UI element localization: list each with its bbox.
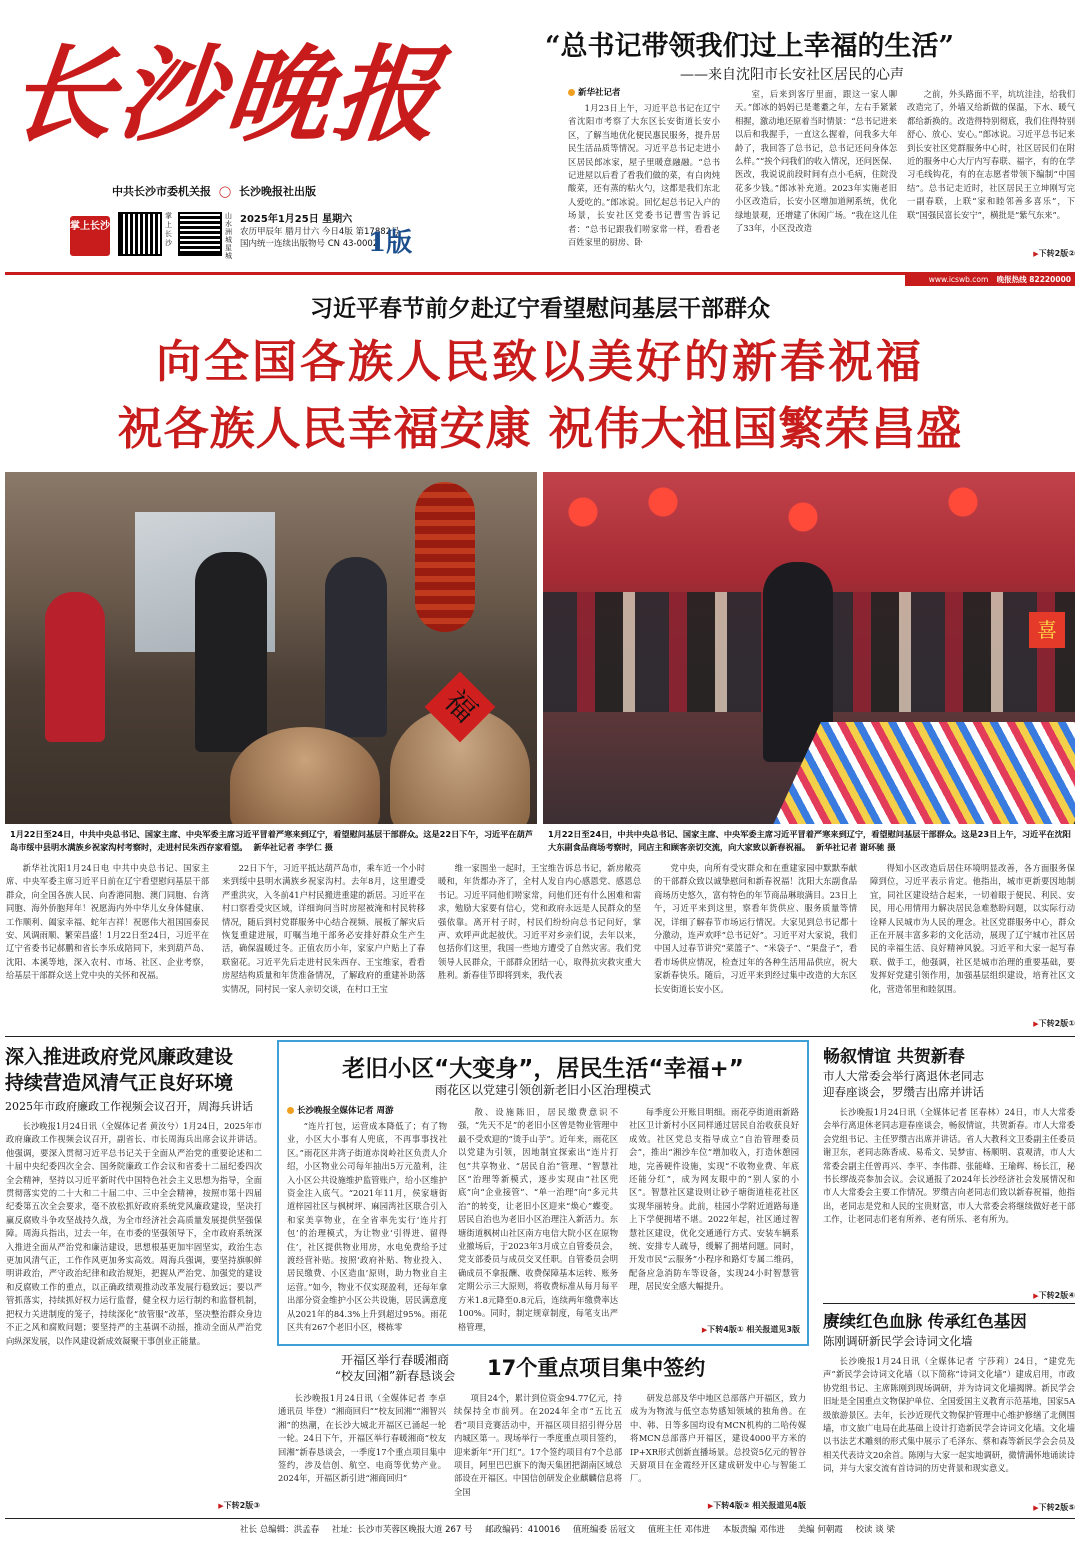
lead-story-col-3: 维一家围坐一起时，王宝维告诉总书记，新房敞亮暖和，年货都办齐了，全村人发自内心感恩党、感恩总书记。习近平同他们唠家常，问他们还有什么困难和需求，勉励大家要有信心，党和政府永远是人民群众的坚强依靠。离开村子时，村民们纷纷向总书记问好，掌声、欢呼声此起彼伏。习近平对乡亲们说，去年以来，包括你们这里，我国一些地方遭受了自然灾害。我们党领导人民群众，干部群众团结一心，取得抗灾救灾重大胜利。新春佳节即将到来，我代表 xyxy=(438,863,641,981)
qr-label-2: 山水洲城 星城 xyxy=(225,212,232,260)
right-divider xyxy=(823,1303,1075,1304)
center-story-subtitle: 雨花区以党建引领创新老旧小区治理模式 xyxy=(434,1083,651,1097)
footer-item: 美编 何朝霞 xyxy=(797,1525,843,1535)
bullet-icon xyxy=(287,1107,294,1114)
top-story-col-1: 1月23日上午，习近平总书记在辽宁省沈阳市考察了大东区长安街道长安小区，了解当地优化便民惠民服务，提升居民生活品质等情况。习近平总书记走进小区居民郎冰家，屋子里暖意融融。“总书记进屋以后看了看我们做的菜，有白肉炖酸菜，还有蒸的粘火勺，这都是我们东北人爱吃的。”郎冰说。回忆起总书记入户的场景，长安社区党委书记曹雪告诉记者：“总书记跟我们唠家常一样，看看老百姓家里的厨房、卧 xyxy=(568,103,720,248)
left-story-title-1: 深入推进政府党风廉政建设 xyxy=(5,1046,234,1068)
right-story-1-body: 长沙晚报1月24日讯（全媒体记者 匡春林）24日，市人大常委会举行离退休老同志迎春座谈会，畅叙情谊，共贺新春。市人大常委会党组书记、主任罗缵吉出席并讲话。省人大教科文卫委副主任委员谢卫东，老同志陈香成、易希文、吴梦宙、杨顺明、袁观清，市人大常委会副主任曾再兴、李平、李伟群、张能峰、王瑜辉、杨长江，秘书长缪战亮参加会议。会议通报了2024年长沙经济社会发展情况和市人大常委会主要工作情况。罗缵吉向老同志们致以新春祝福，他指出，老同志是党和人民的宝贵财富，市人大常委会将继续做好老干部工作，让老同志们老有所养、老有所乐、老有所为。 xyxy=(823,1107,1075,1225)
qr-label-1: 掌上长沙 xyxy=(165,212,172,247)
bottom-story-col-2: 项目24个，累计到位资金94.77亿元，持续保持全市前列。在2024年全市“五比五看”项目竞赛活动中，开福区项目招引得分居内城区第一。现场举行一季度重点项目签约，迎来新年“开门红”。17个签约项目有7个总部项目，阿里巴巴旗下的淘天集团把湖南区域总部设在开福区。中国信创研发企业麒麟信息将全国 xyxy=(454,1393,622,1497)
top-story-turn: ▶ 下转2版② xyxy=(960,248,1075,259)
right-story-1-turn: ▶ 下转2版④ xyxy=(975,1290,1075,1301)
section-divider xyxy=(5,1036,1075,1037)
photo-left-credit: 新华社记者 李学仁 摄 xyxy=(253,842,333,852)
right-story-2-title: 赓续红色血脉 传承红色基因 xyxy=(823,1312,1027,1331)
photo-right-credit: 新华社记者 谢环驰 摄 xyxy=(816,842,896,852)
website-link[interactable]: www.icswb.com xyxy=(928,275,989,284)
lead-story-col-4: 党中央，向所有受灾群众和在重建家园中默默奉献的干部群众致以诚挚慰问和新春祝福！沈阳大东副食品商场历史悠久，富有特色的年节商品琳琅满目。23日上午，习近平来到这里，察看年货供应、服务质量等情况，详细了解春节市场运行情况。大家见到总书记都十分激动，连声欢呼“总书记好”。习近平对大家说，我们中国人过春节讲究“菜篮子”、“米袋子”、“果盘子”，看看市场供应情况，检查过年的各种生活用品供应，祝大家新春快乐。随后，习近平来到经过集中改造的大东区长安街道长安小区。 xyxy=(654,863,857,994)
top-story-col-3: 之前，外头路面不平，坑坑洼洼，给我们改造完了，外墙又给新做的保温，下水、暖气都给新换的。改造得特别彻底，我们住得特别舒心、放心、安心。”郎冰说。习近平总书记来到长安社区党群服务中心时，社区居民们在附近的服务中心大厅内写春联、福字，有的在学习毛线钩花，有的在志愿者带领下编制“中国结”。总书记走近时，社区居民王立坤刚写完一副春联，上联“家和睦邻善多喜乐”，下联“国强民富长安宁”，横批是“紫气东来”。 xyxy=(907,89,1075,220)
lead-story-col-2: 22日下午，习近平抵达葫芦岛市，乘车近一个小时来到绥中县明水满族乡祝家沟村。去年8月，这里遭受严重洪灾，入冬前41户村民搬进重建的新居。习近平在村口察看受灾区域，详细询问当时房屋被淹和村民转移情况，随后到村党群服务中心结合视频、展板了解灾后恢复重建进展，叮嘱当地干部务必安排好群众生产生活，确保温暖过冬。正值农历小年，家家户户贴上了春联窗花。习近平先后走进村民朱西存、王宝维家，看看房屋结构质量和年货准备情况，了解政府的重建补助落实情况，同村民一家人亲切交谈，在村口王宝 xyxy=(222,863,425,994)
photo-left-fu-sign: 福 xyxy=(425,672,496,743)
edition-number: 1版 xyxy=(368,228,413,258)
footer-item: 值班编委 岳冠文 xyxy=(572,1525,636,1535)
center-story-byline: 长沙晚报全媒体记者 周游 xyxy=(287,1105,393,1118)
lead-story-turn: ▶ 下转2版① xyxy=(960,1018,1075,1029)
bottom-story-kicker-1: 开福区举行春暖湘商 xyxy=(340,1353,449,1367)
top-story-byline: 新华社记者 xyxy=(568,87,621,100)
right-story-2-turn: ▶ 下转2版⑤ xyxy=(975,1502,1075,1513)
top-story-col-2: 室，后来到客厅里面，跟这一家人聊天。”郎冰的妈妈已是耄耋之年，左右手紧紧相握，激动地还原着当时情景：“总书记进来以后和我握手，一直这么握着，问我多大年龄了，我回答了总书记，总书记还问身体怎么样。”“挨个问我们的收入情况，还问医保、医改，我说说前段时间有点小毛病，住院没花多少钱。”郎冰补充道。2023年实施老旧小区改造后，长安小区增加道闸系统，优化绿地景观，还增建了休闲广场。“我在这儿住了33年，小区没改造 xyxy=(735,89,897,234)
right-story-2-subtitle: 陈刚调研新民学会诗词文化墙 xyxy=(823,1334,973,1348)
photo-left-jar-1 xyxy=(230,727,380,824)
issue-lunar: 农历甲辰年 腊月廿六 今日4版 第17882号 xyxy=(240,227,400,237)
app-badge: 掌上长沙 xyxy=(70,216,110,256)
headline-main-1: 向全国各族人民致以美好的新春祝福 xyxy=(155,335,924,388)
qr-code-icon xyxy=(178,212,222,256)
bottom-story-kicker-2: “校友回湘”新春恳谈会 xyxy=(334,1369,456,1383)
right-story-1-title: 畅叙情谊 共贺新春 xyxy=(823,1047,965,1067)
footer-rule xyxy=(5,1518,1075,1519)
footer xyxy=(240,1523,1080,1535)
qr-code-icon xyxy=(118,212,162,256)
center-story-turn: ▶ 下转4版① 相关报道见3版 xyxy=(640,1324,800,1335)
bullet-icon xyxy=(568,89,575,96)
photo-right-caption: 1月22日至24日，中共中央总书记、国家主席、中央军委主席习近平冒着严寒来到辽宁，看望慰问基层干部群众。这是23日上午，习近平在沈阳大东副食品商场考察时，同店主和顾客亲切交流，向大家致以新春祝福。 新华社记者 谢环驰 摄 xyxy=(548,829,1071,852)
photo-left-person-2 xyxy=(195,552,267,752)
footer-item: 本版责编 邓伟进 xyxy=(722,1525,785,1535)
footer-item: 校读 谈 梁 xyxy=(855,1525,895,1535)
footer-item: 值班主任 邓伟进 xyxy=(647,1525,711,1535)
left-story-turn: ▶ 下转2版③ xyxy=(160,1500,260,1511)
center-story-col-2: 散、设施陈旧，居民缴费意识不强，“先天不足”的老旧小区曾是物业管理中最不受欢迎的“烫手山芋”。近年来，雨花区以党建为引领，因地制宜探索出“连片打包”共享物业、“居民自治”管理、“智慧社区”治理等新模式，逐步实现由“社区兜底”向“企业接管”、“单一治理”向“多元共治”的转变，让老旧小区迎来“焕心”蝶变。居民自治也为老旧小区治理注入新活力。东塘街道枫树山社区南方电信大院小区在原物业撤场后，于2023年3月成立自管委员会，党支部委员与成员交叉任职。自管委员会明确成员不拿报酬、收费保障基本运转、账务定期公示三大原则，将收费标准从每月每平方米1.8元降至0.8元后，连续两年缴费率达100%。同时，制定规章制度，每笔支出严格管理， xyxy=(458,1107,618,1332)
left-story-body: 长沙晚报1月24日讯（全媒体记者 黄汝兮）1月24日，2025年市政府廉政工作视频会议召开，副省长、市长周海兵出席会议并讲话。他强调，要深入贯彻习近平总书记关于全面从严治党的重要论述和二十届中央纪委四次全会、国务院廉政工作会议和省委十二届纪委四次全会精神，坚持以习近平新时代中国特色社会主义思想为指导，全面贯彻落实党的二十大和二十届二中、三中全会精神，按照市第十四届纪委第五次全会要求，毫不放松抓好政府系统党风廉政建设，坚决打赢反腐败斗争攻坚战持久战，为全市经济社会高质量发展提供坚强保障。周海兵指出，过去一年，在市委的坚强领导下，全市政府系统深入推进全面从严治党和廉洁建设，思想根基更加牢固坚实，政治生态更加风清气正，工作作风更加务实高效。周海兵强调，要坚持旗帜鲜明讲政治，严守政治纪律和政治规矩，把握从严治党、加强党的建设和反腐败工作的重点，以正确政绩观推动改革发展行稳致远；要以严管抓落实，持续抓好权力运行监督，健全权力运行制约和监督机制，把权力关进制度的笼子，持续深化“放管服”改革，坚决整治群众身边不正之风和腐败问题；要坚持严的主基调不动摇，推动全面从严治党向纵深发展，以作风建设新成效凝聚干事创业正能量。 xyxy=(6,1121,262,1346)
photo-left xyxy=(5,472,537,824)
center-story-col-1: “连片打包，运营成本降低了；有了物业，小区大小事有人兜底，不再事事找社区。”雨花区井湾子街道赤岗岭社区负责人介绍，小区物业公司每年抽出5万元盈利，注入小区公共设施维护监管账户，给小区维护资金注入底气。“2021年11月，侯家塘街道梓园社区与枫树坪、麻园湾社区联合引入和家美享物业，在全省率先实行‘连片打包’的治理模式，为让物业‘引得进、留得住’，社区提供物业用房，水电免费给予过渡经营补贴。按照‘政府补贴、物业投入、居民缴费、小区造血’原则，助力物业自主运营。”如今，物业不仅实现盈利，还每年拿出部分资金维护小区公共设施，居民满意度从2021年的84.3%上升到超过95%。雨花区共有267个老旧小区，楼栋零 xyxy=(287,1121,447,1333)
lead-story-col-5: 得知小区改造后居住环境明显改善，各方面服务保障到位，习近平表示肯定。他指出，城市更新要因地制宜，同社区建设结合起来，一切着眼于便民、利民、安民，用心用情用力解决居民急难愁盼问题，以实际行动诠释人民城市为人民的理念。社区党群服务中心，群众正在开展丰富多彩的文化活动，展现了辽宁城市社区居民的幸福生活、良好精神风貌。习近平和大家一起写春联、做手工，他强调，社区是城市治理的重要基础，要发挥好党建引领作用，加强基层组织建设，培育社区文化，营造邻里和睦氛围。 xyxy=(870,863,1075,994)
publisher-logo-icon: ◯ xyxy=(218,185,232,198)
lead-story-col-1: 新华社沈阳1月24日电 中共中央总书记、国家主席、中央军委主席习近平日前在辽宁看望慰问基层干部群众，向全国各族人民、向香港同胞、澳门同胞、台湾同胞、海外侨胞拜年！祝愿海内外中华儿女身体健康、工作顺利、阖家幸福、蛇年吉祥！祝愿伟大祖国国泰民安、风调雨顺、繁荣昌盛！1月22日至24日，习近平在辽宁省委书记郝鹏和省长李乐成陪同下，来到葫芦岛、沈阳、本溪等地，深入农村、市场、社区、企业考察，给基层干部群众送上党中央的关怀和祝福。 xyxy=(6,863,209,981)
right-story-1-subtitle-2: 迎春座谈会，罗缵吉出席并讲话 xyxy=(823,1085,984,1099)
photo-right-lanterns xyxy=(543,472,1075,552)
top-story-subtitle: ——来自沈阳市长安社区居民的心声 xyxy=(680,67,904,83)
footer-item: 邮政编码：410016 xyxy=(485,1525,561,1535)
newspaper-logo: 长沙晚报 xyxy=(3,33,449,156)
photo-right-xi-sign: 喜 xyxy=(1029,612,1065,648)
center-story-title: 老旧小区“大变身”，居民生活“幸福+” xyxy=(342,1056,744,1082)
left-story-subtitle: 2025年市政府廉政工作视频会议召开，周海兵讲话 xyxy=(5,1100,253,1113)
bottom-story-col-1: 长沙晚报1月24日讯（全媒体记者 李卓 通讯员 毕登）“湘商回归”“校友回湘”“湘智兴湘”的热潮，在长沙大城北开福区已涌起一轮一轮。24日下午，开福区举行春暖湘商“校友回湘”新春恳谈会，一季度17个重点项目集中签约，涉及信创、航空、电商等优势产业。2024年，开福区新引进“湘商回归” xyxy=(278,1393,446,1484)
bottom-story-title: 17个重点项目集中签约 xyxy=(487,1356,706,1380)
headline-main-2: 祝各族人民幸福安康 祝伟大祖国繁荣昌盛 xyxy=(117,402,963,455)
left-story-title-2: 持续营造风清气正良好环境 xyxy=(5,1072,234,1094)
footer-item: 社长 总编辑：洪孟春 xyxy=(240,1525,320,1535)
headline-kicker: 习近平春节前夕赴辽宁看望慰问基层干部群众 xyxy=(310,295,770,322)
photo-left-person-1 xyxy=(45,592,105,742)
photo-left-caption: 1月22日至24日，中共中央总书记、国家主席、中央军委主席习近平冒着严寒来到辽宁，看望慰问基层干部群众。这是22日下午，习近平在葫芦岛市绥中县明水满族乡祝家沟村考察时，走进村民朱西存家看望。 新华社记者 李学仁 摄 xyxy=(10,829,533,852)
bottom-story-turn: ▶ 下转4版② 相关报道见4版 xyxy=(640,1500,806,1511)
center-story-col-3: 每季度公开账目明细。雨花亭街道雨新路社区卫计新村小区同样通过居民自治收获良好成效。社区党总支指导成立“自治管理委员会”，推出“湘沙车位”增加收入，打造休憩园地，完善硬件设施，实现“不收物业费、年底还能分红”，成为网友眼中的“别人家的小区”。智慧社区建设则让砂子塘街道桂花社区实现华丽转身。此前，桂园小学附近道路每逢上下学便拥堵不堪。2022年起，社区通过智慧社区建设，优化交通通行方式、安装车辆系统、安排专人疏导，缓解了拥堵问题。同时，开发市民“云服务”小程序和路灯专属二维码，配备应急消防车等设备，实现24小时智慧管理，居民安全感大幅提升。 xyxy=(629,1107,799,1292)
bottom-story-kicker xyxy=(315,1352,475,1384)
site-bar xyxy=(905,274,1075,286)
issue-date: 2025年1月25日 星期六 xyxy=(240,214,353,225)
sponsor-line: 中共长沙市委机关报 ◯ 长沙晚报社出版 xyxy=(112,185,316,198)
issue-issn: 国内统一连续出版物号 CN 43-0002 xyxy=(240,239,379,249)
hotline: 晚报热线 82220000 xyxy=(996,275,1071,284)
top-story-title: “总书记带领我们过上幸福的生活” xyxy=(545,31,955,62)
photo-left-person-3 xyxy=(325,557,387,737)
photo-left-peppers xyxy=(415,482,475,632)
right-story-2-body: 长沙晚报1月24日讯（全媒体记者 宁莎莉）24日，“建党先声”新民学会诗词文化墙（以下简称“诗词文化墙”）建成启用，市政协党组书记、主席陈刚到现场调研，并为诗词文化墙揭牌。新民学会旧址是全国重点文物保护单位、全国爱国主义教育示范基地，国家5A级旅游景区。去年，长沙近现代文物保护管理中心维护修缮了北侧围墙，市文旅广电局在此基础上设计打造新民学会诗词文化墙。文化墙以书法艺术雕刻的形式集中展示了毛泽东、蔡和森等新民学会会员及相关代表诗文20余首。陈刚与大家一起实地调研，微情满怀地诵读诗词，并与大家交流有首诗词的历史背景和现实意义。 xyxy=(823,1356,1075,1474)
photo-right xyxy=(543,472,1075,824)
right-story-1-subtitle-1: 市人大常委会举行离退休老同志 xyxy=(823,1069,984,1083)
right-story-1-subtitle xyxy=(823,1068,1075,1100)
bottom-story-col-3: 研发总部及华中地区总部落户开福区，致力成为为物流与低空态势感知领域的独角兽。在中、韩、日等多国均设有MCN机构的二哈传媒将MCN总部落户开福区，建设4000平方米的IP+XR形式创新直播场景。总投资5亿元的智谷天厨项目在金霞经开区建成研发中心与智能工厂。 xyxy=(630,1393,806,1484)
footer-item: 社址：长沙市芙蓉区晚报大道 267 号 xyxy=(331,1525,473,1535)
